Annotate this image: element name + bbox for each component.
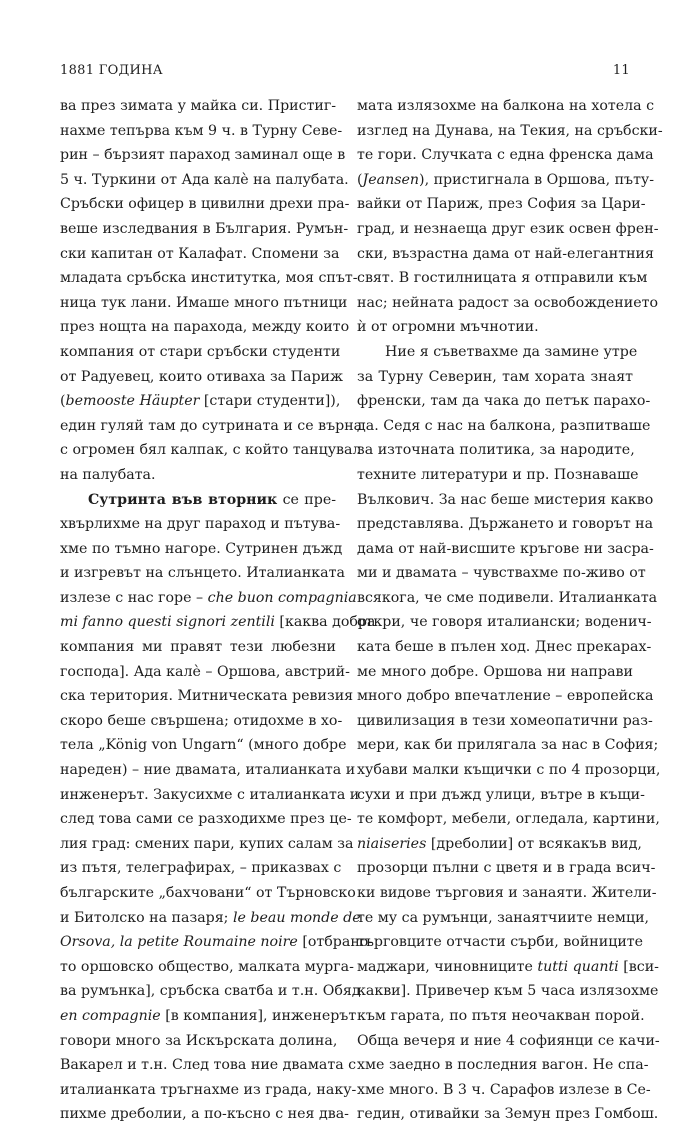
text-line: на палубата.: [60, 466, 156, 483]
text-line: компания ми правят тези любезни: [60, 639, 336, 656]
text-line: дама от най-висшите кръгове ни засра-: [357, 540, 654, 557]
text-line: лия град: смених пари, купих салам за: [60, 835, 354, 852]
text-line: Обща вечеря и ние 4 софиянци се качи-: [357, 1032, 660, 1049]
text-line: цивилизация в тези хомеопатични раз-: [357, 712, 653, 729]
text-line: то оршовско общество, малката мурга-: [60, 958, 354, 975]
text-line: мата излязохме на балкона на хотела с: [357, 98, 655, 114]
text-line: Orsova, la petite Roumaine noire [отбрано-: [60, 934, 374, 951]
text-line: господа]. Ада калѐ – Оршова, австрий-: [60, 663, 350, 680]
text-line: (bemooste Häupter [стари студенти]),: [60, 393, 341, 410]
text-line: италианката тръгнахме из града, наку-: [60, 1081, 357, 1098]
page-header: [60, 63, 630, 85]
text-line: нас; нейната радост за освобождението: [357, 294, 658, 311]
text-line: представлява. Държането и говорът на: [357, 516, 654, 533]
text-line: ва румънка], сръбска сватба и т.н. Обяд: [60, 983, 361, 1000]
text-line: ки видове търговия и занаяти. Жители-: [357, 885, 657, 901]
text-line: хубави малки къщички с по 4 прозорци,: [357, 762, 661, 779]
page-number: 11: [612, 63, 630, 78]
text-line: Вакарел и т.н. След това ние двамата с: [60, 1057, 357, 1074]
text-line: Сутринта във вторник се пре-: [88, 491, 337, 508]
text-line: тела „König von Ungarn“ (много добре: [60, 737, 347, 754]
text-line: един гуляй там до сутрината и се върна: [60, 417, 363, 434]
italic-phrase: bemooste Häupter: [65, 393, 200, 410]
text-line: пихме дреболии, а по-късно с нея два-: [60, 1106, 349, 1123]
italic-phrase: tutti quanti: [537, 958, 619, 975]
text-line: ми и двамата – чувствахме по-живо от: [357, 565, 646, 582]
text-line: рин – бързият параход заминал още в: [60, 147, 346, 164]
text-line: ме много добре. Оршова ни направи: [357, 663, 633, 680]
text-line: младата сръбска институтка, моя спът-: [60, 270, 358, 287]
text-line: Вълкович. За нас беше мистерия какво: [357, 491, 654, 508]
text-line: излезе с нас горе – che buon compagnia: [60, 589, 357, 606]
text-line: ѝ от огромни мъчнотии.: [357, 319, 539, 336]
text-line: 5 ч. Туркини от Ада калѐ на палубата.: [60, 171, 349, 188]
text-line: хме заедно в последния вагон. Не спа-: [357, 1057, 649, 1074]
text-line: mi fanno questi signori zentili [каква добра: [60, 614, 376, 631]
italic-phrase: mi fanno questi signori zentili: [60, 614, 275, 631]
text-line: (Jeansen), пристигнала в Оршова, пъту-: [357, 171, 655, 188]
text-line: българските „бахчовани“ от Търновско: [60, 885, 356, 901]
text-line: en compagnie [в компания], инженерът: [60, 1007, 357, 1024]
text-line: много добро впечатление – европейска: [357, 688, 654, 705]
text-line: хме много. В 3 ч. Сарафов излезе в Се-: [357, 1081, 651, 1098]
text-line: през нощта на парахода, между които: [60, 319, 350, 336]
text-line: те гори. Случката с една френска дама: [357, 147, 654, 164]
text-line: скоро беше свършена; отидохме в хо-: [60, 712, 343, 729]
text-line: гедин, отивайки за Земун през Гомбош.: [357, 1106, 659, 1123]
text-line: говори много за Искърската долина,: [60, 1032, 338, 1049]
text-line: ката беше в пълен ход. Днес прекарах-: [357, 639, 652, 656]
text-line: свят. В гостилницата я отправили към: [357, 270, 648, 287]
text-line: ва през зимата у майка си. Пристиг-: [60, 98, 337, 114]
text-line: с огромен бял калпак, с който танцувал: [60, 442, 362, 459]
text-line: и Битолско на пазаря; le beau monde de: [60, 909, 361, 926]
text-line: и изгревът на слънцето. Италианката: [60, 565, 345, 582]
text-line: ска територия. Митническата ревизия: [60, 688, 354, 705]
running-title: 1881 ГОДИНА: [60, 63, 163, 78]
text-column-right: [357, 94, 663, 1127]
text-line: инженерът. Закусихме с италианката и: [60, 786, 360, 803]
text-line: хвърлихме на друг параход и пътува-: [60, 516, 341, 533]
text-line: те му са румънци, занаятчиите немци,: [357, 909, 650, 926]
text-line: от Радуевец, които отиваха за Париж: [60, 368, 344, 385]
text-line: вайки от Париж, през София за Цари-: [357, 196, 646, 213]
text-line: из пътя, телеграфирах, – приказвах с: [60, 860, 342, 877]
text-line: изглед на Дунава, на Текия, на сръбски-: [357, 122, 663, 139]
text-line: за Турну Северин, там хората знаят: [357, 368, 633, 385]
italic-phrase: niaiseries: [357, 835, 427, 852]
text-line: мери, как би прилягала за нас в София;: [357, 737, 659, 754]
italic-phrase: en compagnie: [60, 1007, 161, 1024]
text-line: маджари, чиновниците tutti quanti [вси-: [357, 958, 659, 975]
text-line: град, и незнаеща друг език освен френ-: [357, 220, 659, 237]
text-line: Ние я съветвахме да замине утре: [385, 343, 638, 360]
text-line: Сръбски офицер в цивилни дрехи пра-: [60, 196, 350, 213]
text-line: компания от стари сръбски студенти: [60, 343, 341, 360]
italic-phrase: Orsova, la petite Roumaine noire: [60, 934, 298, 951]
text-line: френски, там да чака до петък парахо-: [357, 393, 651, 410]
italic-phrase: Jeansen: [362, 171, 420, 188]
text-line: всякога, че сме подивели. Италианката: [357, 589, 658, 606]
text-line: веше изследвания в България. Румън-: [60, 220, 349, 237]
italic-phrase: che buon compagnia: [207, 589, 357, 606]
text-line: какви]. Привечер към 5 часа излязохме: [357, 983, 659, 1000]
text-line: да. Седя с нас на балкона, разпитваше: [357, 417, 651, 434]
text-line: техните литератури и пр. Познаваше: [357, 466, 639, 483]
text-line: niaiseries [дреболии] от всякакъв вид,: [357, 835, 642, 852]
text-line: те комфорт, мебели, огледала, картини,: [357, 811, 660, 828]
text-line: след това сами се разходихме през це-: [60, 811, 352, 828]
italic-phrase: le beau monde de: [232, 909, 361, 926]
bold-phrase: Сутринта във вторник: [88, 491, 278, 508]
text-column-left: [60, 94, 376, 1127]
text-line: нареден) – ние двамата, италианката и: [60, 762, 356, 779]
text-line: нахме тепърва към 9 ч. в Турну Севе-: [60, 122, 343, 139]
text-line: сухи и при дъжд улици, вътре в къщи-: [357, 786, 645, 803]
text-line: ница тук лани. Имаше много пътници: [60, 294, 348, 311]
text-line: прозорци пълни с цветя и в града всич-: [357, 860, 656, 877]
text-line: към гарата, по пътя неочакван порой.: [357, 1007, 645, 1024]
text-line: за източната политика, за народите,: [357, 442, 635, 459]
text-line: откри, че говоря италиански; воденич-: [357, 614, 652, 631]
text-line: търговците отчасти сърби, войниците: [357, 934, 644, 951]
text-line: хме по тъмно нагоре. Сутринен дъжд: [60, 540, 343, 557]
text-line: ски, възрастна дама от най-елегантния: [357, 245, 654, 262]
text-line: ски капитан от Калафат. Спомени за: [60, 245, 340, 262]
